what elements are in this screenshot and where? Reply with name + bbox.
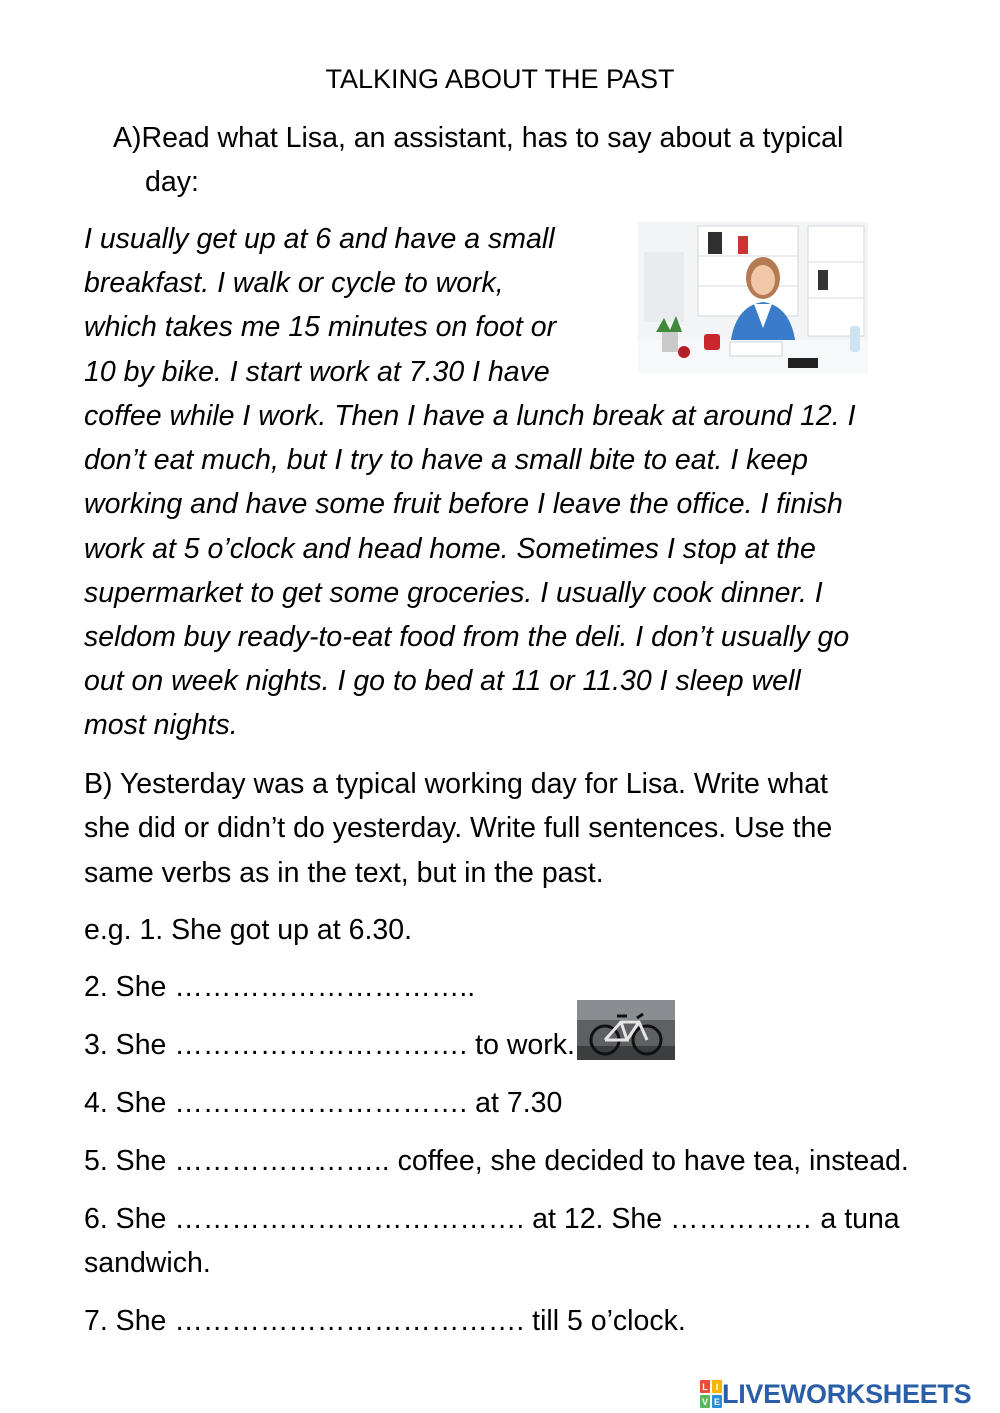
part-b-instruction-line: B) Yesterday was a typical working day for Lisa. Write what [84, 768, 828, 800]
svg-text:V: V [701, 1397, 709, 1407]
example-sentence: e.g. 1. She got up at 6.30. [84, 914, 413, 946]
svg-text:E: E [713, 1397, 721, 1407]
svg-text:L: L [702, 1382, 708, 1392]
liveworksheets-badge-icon [700, 1380, 722, 1408]
story-line: most nights. [84, 709, 238, 741]
story-line: out on week nights. I go to bed at 11 or 11.30 I sleep well [84, 665, 801, 697]
exercise-item: 2. She ………………………….. [84, 971, 476, 1003]
page-title: TALKING ABOUT THE PAST [325, 64, 675, 94]
part-b-instruction-line: same verbs as in the text, but in the past. [84, 857, 604, 889]
exercise-item: 6. She ………………………………. at 12. She …………… a tuna [84, 1203, 900, 1235]
story-line: which takes me 15 minutes on foot or [84, 311, 557, 343]
story-line: working and have some fruit before I leave the office. I finish [84, 488, 843, 520]
part-a-instruction-line: A)Read what Lisa, an assistant, has to say about a typical [113, 122, 844, 154]
story-line: don’t eat much, but I try to have a small bite to eat. I keep [84, 444, 808, 476]
story-line: supermarket to get some groceries. I usually cook dinner. I [84, 577, 823, 609]
story-line: coffee while I work. Then I have a lunch break at around 12. I [84, 400, 856, 432]
exercise-item: 5. She ………………….. coffee, she decided to have tea, instead. [84, 1145, 909, 1177]
liveworksheets-logo-text: LIVEWORKSHEETS [722, 1378, 972, 1409]
woman-at-desk-photo [638, 222, 868, 374]
story-line: work at 5 o’clock and head home. Sometimes I stop at the [84, 533, 816, 565]
part-b-instruction-line: she did or didn’t do yesterday. Write full sentences. Use the [84, 812, 833, 844]
exercise-item: 4. She …………………………. at 7.30 [84, 1087, 563, 1119]
exercise-item-continuation: sandwich. [84, 1247, 211, 1279]
exercise-item: 7. She ………………………………. till 5 o’clock. [84, 1305, 686, 1337]
bicycle-photo [577, 1000, 675, 1060]
svg-text:I: I [715, 1382, 719, 1392]
story-line: I usually get up at 6 and have a small [84, 223, 555, 255]
exercise-item: 3. She …………………………. to work. [84, 1029, 575, 1061]
liveworksheets-logo [700, 1378, 971, 1410]
story-line: breakfast. I walk or cycle to work, [84, 267, 504, 299]
story-line: 10 by bike. I start work at 7.30 I have [84, 356, 550, 388]
part-a-instruction-line: day: [145, 166, 199, 198]
story-line: seldom buy ready-to-eat food from the deli. I don’t usually go [84, 621, 850, 653]
